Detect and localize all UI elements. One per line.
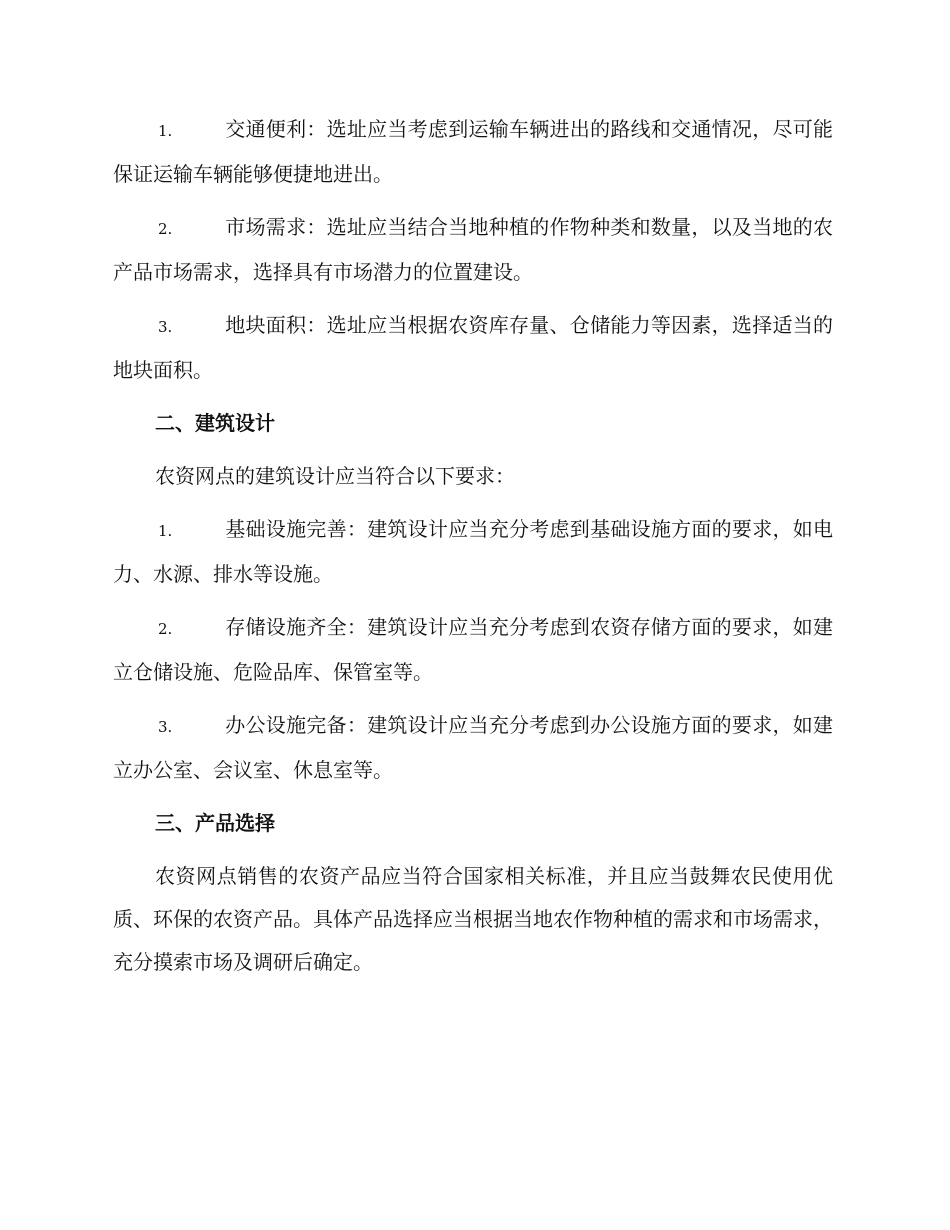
list-number: 3. <box>158 318 173 336</box>
list-item <box>113 704 833 792</box>
list-item <box>113 206 833 294</box>
list-item-text: 交通便利：选址应当考虑到运输车辆进出的路线和交通情况，尽可能保证运输车辆能够便捷地进出。 <box>113 117 833 186</box>
list-number: 2. <box>158 220 173 238</box>
section-heading-building-design: 二、建筑设计 <box>155 411 275 435</box>
list-number: 2. <box>158 620 173 638</box>
list-item-text: 办公设施完备：建筑设计应当充分考虑到办公设施方面的要求，如建立办公室、会议室、休息室等。 <box>113 713 833 782</box>
list-item-text: 基础设施完善：建筑设计应当充分考虑到基础设施方面的要求，如电力、水源、排水等设施。 <box>113 517 833 586</box>
section-heading-product-selection: 三、产品选择 <box>155 811 275 835</box>
list-item <box>113 304 833 392</box>
list-number: 1. <box>158 522 173 540</box>
list-number: 1. <box>158 122 173 140</box>
list-item <box>113 508 833 596</box>
list-item-text: 地块面积：选址应当根据农资库存量、仓储能力等因素，选择适当的地块面积。 <box>113 313 833 382</box>
section-intro: 农资网点的建筑设计应当符合以下要求： <box>155 464 515 488</box>
section-body: 农资网点销售的农资产品应当符合国家相关标准，并且应当鼓舞农民使用优质、环保的农资产品。具体产品选择应当根据当地农作物种植的需求和市场需求，充分摸索市场及调研后确定。 <box>113 864 833 974</box>
list-item <box>113 108 833 196</box>
list-item-text: 存储设施齐全：建筑设计应当充分考虑到农资存储方面的要求，如建立仓储设施、危险品库、保管室等。 <box>113 615 833 684</box>
list-item-text: 市场需求：选址应当结合当地种植的作物种类和数量，以及当地的农产品市场需求，选择具有市场潜力的位置建设。 <box>113 215 833 284</box>
document-page <box>113 108 833 994</box>
list-item <box>113 606 833 694</box>
list-number: 3. <box>158 718 173 736</box>
